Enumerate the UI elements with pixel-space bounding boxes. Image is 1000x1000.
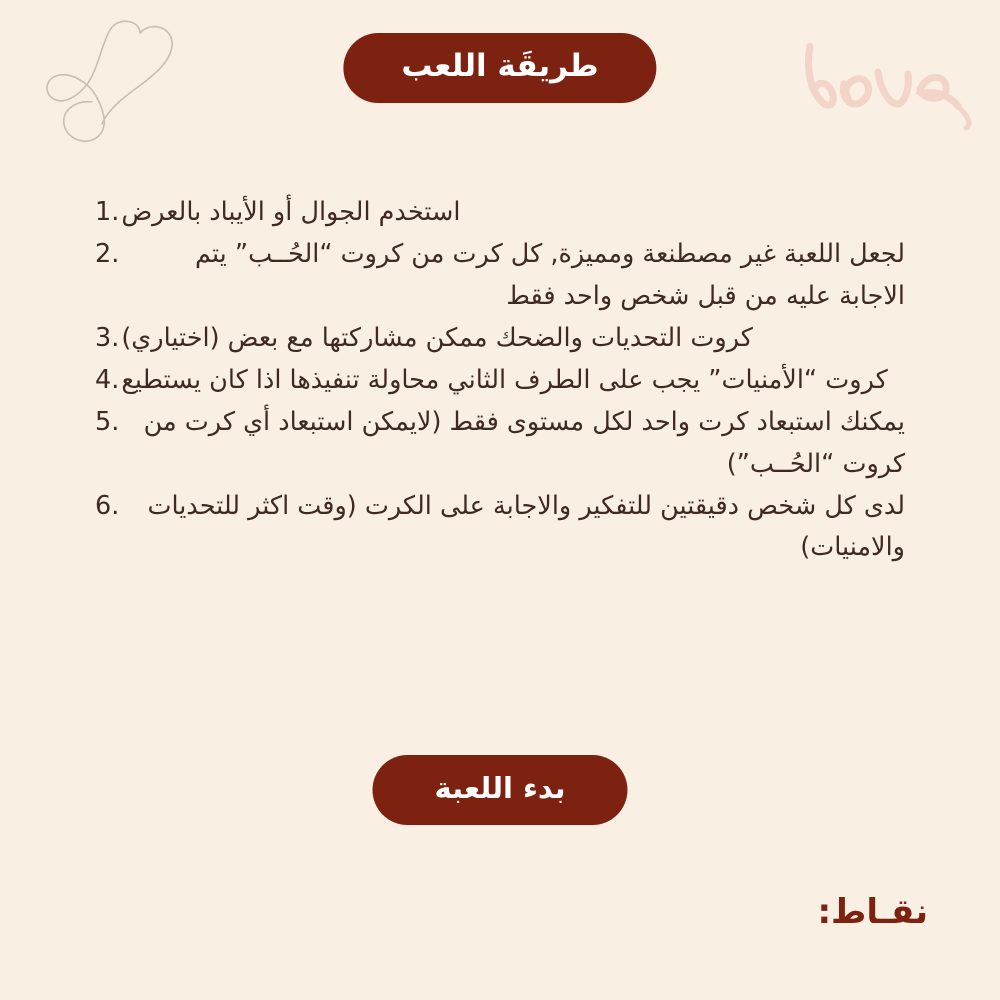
rule-text: استخدم الجوال أو الأيباد بالعرض	[121, 197, 461, 227]
rule-text: لدى كل شخص دقيقتين للتفكير والاجابة على الكرت (وقت اكثر للتحديات والامنيات)	[147, 491, 905, 563]
list-item	[95, 486, 905, 569]
list-item	[95, 318, 905, 359]
list-item	[95, 402, 905, 485]
page-title: طريقَة اللعب	[343, 33, 656, 103]
list-item	[95, 234, 905, 317]
rule-number: 5.	[95, 407, 120, 438]
love-script-icon	[792, 28, 982, 138]
rule-number: 6.	[95, 491, 120, 522]
list-item	[95, 360, 905, 401]
rule-text: يمكنك استبعاد كرت واحد لكل مستوى فقط (لايمكن استبعاد أي كرت من كروت “الحُــب”)	[143, 407, 905, 479]
points-label: نقـاط:	[817, 892, 928, 932]
rule-text: لجعل اللعبة غير مصطنعة ومميزة, كل كرت من كروت “الحُــب” يتم الاجابة عليه من قبل شخص واحد فقط	[194, 239, 905, 311]
rule-text: كروت “الأمنيات” يجب على الطرف الثاني محاولة تنفيذها اذا كان يستطيع	[121, 365, 888, 396]
list-item	[95, 192, 905, 233]
rule-number: 1.	[95, 197, 120, 227]
rules-list	[0, 192, 1000, 570]
rule-number: 3.	[95, 322, 120, 353]
rule-number: 2.	[95, 239, 120, 270]
start-game-button[interactable]: بدء اللعبة	[372, 755, 627, 825]
rule-text: كروت التحديات والضحك ممكن مشاركتها مع بعض (اختياري)	[121, 322, 753, 353]
rule-number: 4.	[95, 365, 120, 396]
heart-doodle-icon	[22, 18, 202, 148]
